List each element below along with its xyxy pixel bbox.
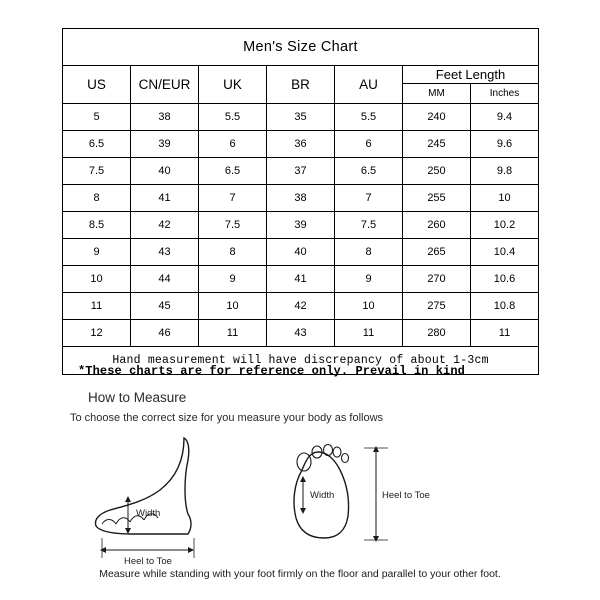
table-title-row xyxy=(63,29,539,66)
top-heel-toe-arrow-head-top xyxy=(373,446,379,452)
cell-uk: 6 xyxy=(199,131,267,158)
measurement-instruction-note: Measure while standing with your foot firmly on the floor and parallel to your other foot. xyxy=(99,568,501,580)
cell-us: 8.5 xyxy=(63,212,131,239)
table-row xyxy=(63,185,539,212)
cell-br: 39 xyxy=(267,212,335,239)
cell-uk: 10 xyxy=(199,293,267,320)
cell-mm: 250 xyxy=(403,158,471,185)
cell-au: 11 xyxy=(335,320,403,347)
cell-inches: 9.8 xyxy=(471,158,539,185)
size-chart-table xyxy=(62,28,539,375)
how-to-measure-title: How to Measure xyxy=(88,390,187,405)
cell-cn-eur: 46 xyxy=(131,320,199,347)
cell-cn-eur: 38 xyxy=(131,104,199,131)
cell-au: 9 xyxy=(335,266,403,293)
cell-br: 36 xyxy=(267,131,335,158)
toe-3 xyxy=(324,445,333,456)
cell-au: 7 xyxy=(335,185,403,212)
cell-br: 37 xyxy=(267,158,335,185)
foot-measurement-diagram xyxy=(88,428,512,566)
cell-cn-eur: 41 xyxy=(131,185,199,212)
column-header-us: US xyxy=(63,66,131,104)
cell-cn-eur: 40 xyxy=(131,158,199,185)
table-row xyxy=(63,293,539,320)
cell-us: 5 xyxy=(63,104,131,131)
page-title: Men's Size Chart xyxy=(63,29,539,66)
cell-br: 42 xyxy=(267,293,335,320)
side-heel-toe-label: Heel to Toe xyxy=(124,556,172,566)
cell-au: 8 xyxy=(335,239,403,266)
cell-cn-eur: 44 xyxy=(131,266,199,293)
cell-br: 38 xyxy=(267,185,335,212)
cell-au: 5.5 xyxy=(335,104,403,131)
cell-au: 6.5 xyxy=(335,158,403,185)
cell-mm: 275 xyxy=(403,293,471,320)
cell-cn-eur: 43 xyxy=(131,239,199,266)
cell-br: 41 xyxy=(267,266,335,293)
column-header-inches: Inches xyxy=(471,84,539,104)
column-header-uk: UK xyxy=(199,66,267,104)
cell-mm: 280 xyxy=(403,320,471,347)
foot-diagram-svg xyxy=(88,428,512,566)
cell-br: 40 xyxy=(267,239,335,266)
cell-mm: 270 xyxy=(403,266,471,293)
column-header-au: AU xyxy=(335,66,403,104)
cell-us: 12 xyxy=(63,320,131,347)
top-width-label: Width xyxy=(310,490,335,501)
table-row xyxy=(63,104,539,131)
cell-uk: 8 xyxy=(199,239,267,266)
column-group-header-feet-length: Feet Length xyxy=(403,66,539,84)
side-heel-toe-arrow-head-right xyxy=(188,547,194,553)
how-to-measure-subtitle: To choose the correct size for you measure your body as follows xyxy=(70,412,384,424)
table-row xyxy=(63,212,539,239)
cell-us: 11 xyxy=(63,293,131,320)
top-view-foot-icon xyxy=(294,445,430,543)
cell-uk: 7 xyxy=(199,185,267,212)
top-heel-toe-arrow-head-bottom xyxy=(373,536,379,542)
cell-us: 10 xyxy=(63,266,131,293)
table-row xyxy=(63,131,539,158)
cell-inches: 10.2 xyxy=(471,212,539,239)
cell-inches: 10 xyxy=(471,185,539,212)
size-chart-table-wrap xyxy=(62,28,539,375)
cell-uk: 7.5 xyxy=(199,212,267,239)
cell-us: 9 xyxy=(63,239,131,266)
cell-uk: 6.5 xyxy=(199,158,267,185)
top-width-arrow-head-top xyxy=(300,476,306,482)
top-width-arrow-head-bottom xyxy=(300,508,306,514)
toe-detail xyxy=(102,520,116,525)
cell-uk: 5.5 xyxy=(199,104,267,131)
cell-au: 7.5 xyxy=(335,212,403,239)
cell-us: 6.5 xyxy=(63,131,131,158)
cell-br: 43 xyxy=(267,320,335,347)
table-row xyxy=(63,158,539,185)
cell-us: 7.5 xyxy=(63,158,131,185)
reference-only-note: *These charts are for reference only. Prevail in kind xyxy=(78,364,465,378)
column-header-cn-eur: CN/EUR xyxy=(131,66,199,104)
big-toe xyxy=(297,453,311,471)
cell-inches: 11 xyxy=(471,320,539,347)
cell-au: 6 xyxy=(335,131,403,158)
toe-4 xyxy=(333,447,341,457)
cell-us: 8 xyxy=(63,185,131,212)
column-header-mm: MM xyxy=(403,84,471,104)
cell-inches: 9.4 xyxy=(471,104,539,131)
toe-5 xyxy=(342,454,349,463)
size-chart-body xyxy=(63,29,539,375)
cell-inches: 10.4 xyxy=(471,239,539,266)
cell-cn-eur: 45 xyxy=(131,293,199,320)
cell-cn-eur: 39 xyxy=(131,131,199,158)
cell-mm: 240 xyxy=(403,104,471,131)
cell-inches: 10.8 xyxy=(471,293,539,320)
side-width-label: Width xyxy=(136,508,161,519)
cell-mm: 255 xyxy=(403,185,471,212)
cell-uk: 9 xyxy=(199,266,267,293)
cell-mm: 260 xyxy=(403,212,471,239)
table-row xyxy=(63,320,539,347)
column-header-br: BR xyxy=(267,66,335,104)
table-row xyxy=(63,239,539,266)
table-header-row xyxy=(63,66,539,84)
side-width-arrow-head-top xyxy=(125,496,131,502)
measurement-discrepancy-note: Hand measurement will have discrepancy of about 1-3cm xyxy=(63,347,539,375)
table-row xyxy=(63,266,539,293)
cell-au: 10 xyxy=(335,293,403,320)
cell-br: 35 xyxy=(267,104,335,131)
top-heel-toe-label: Heel to Toe xyxy=(382,490,430,501)
cell-mm: 265 xyxy=(403,239,471,266)
cell-inches: 9.6 xyxy=(471,131,539,158)
cell-cn-eur: 42 xyxy=(131,212,199,239)
cell-inches: 10.6 xyxy=(471,266,539,293)
side-width-arrow-head-bottom xyxy=(125,528,131,534)
side-heel-toe-arrow-head-left xyxy=(100,547,106,553)
side-view-foot-icon xyxy=(96,438,194,566)
cell-mm: 245 xyxy=(403,131,471,158)
cell-uk: 11 xyxy=(199,320,267,347)
